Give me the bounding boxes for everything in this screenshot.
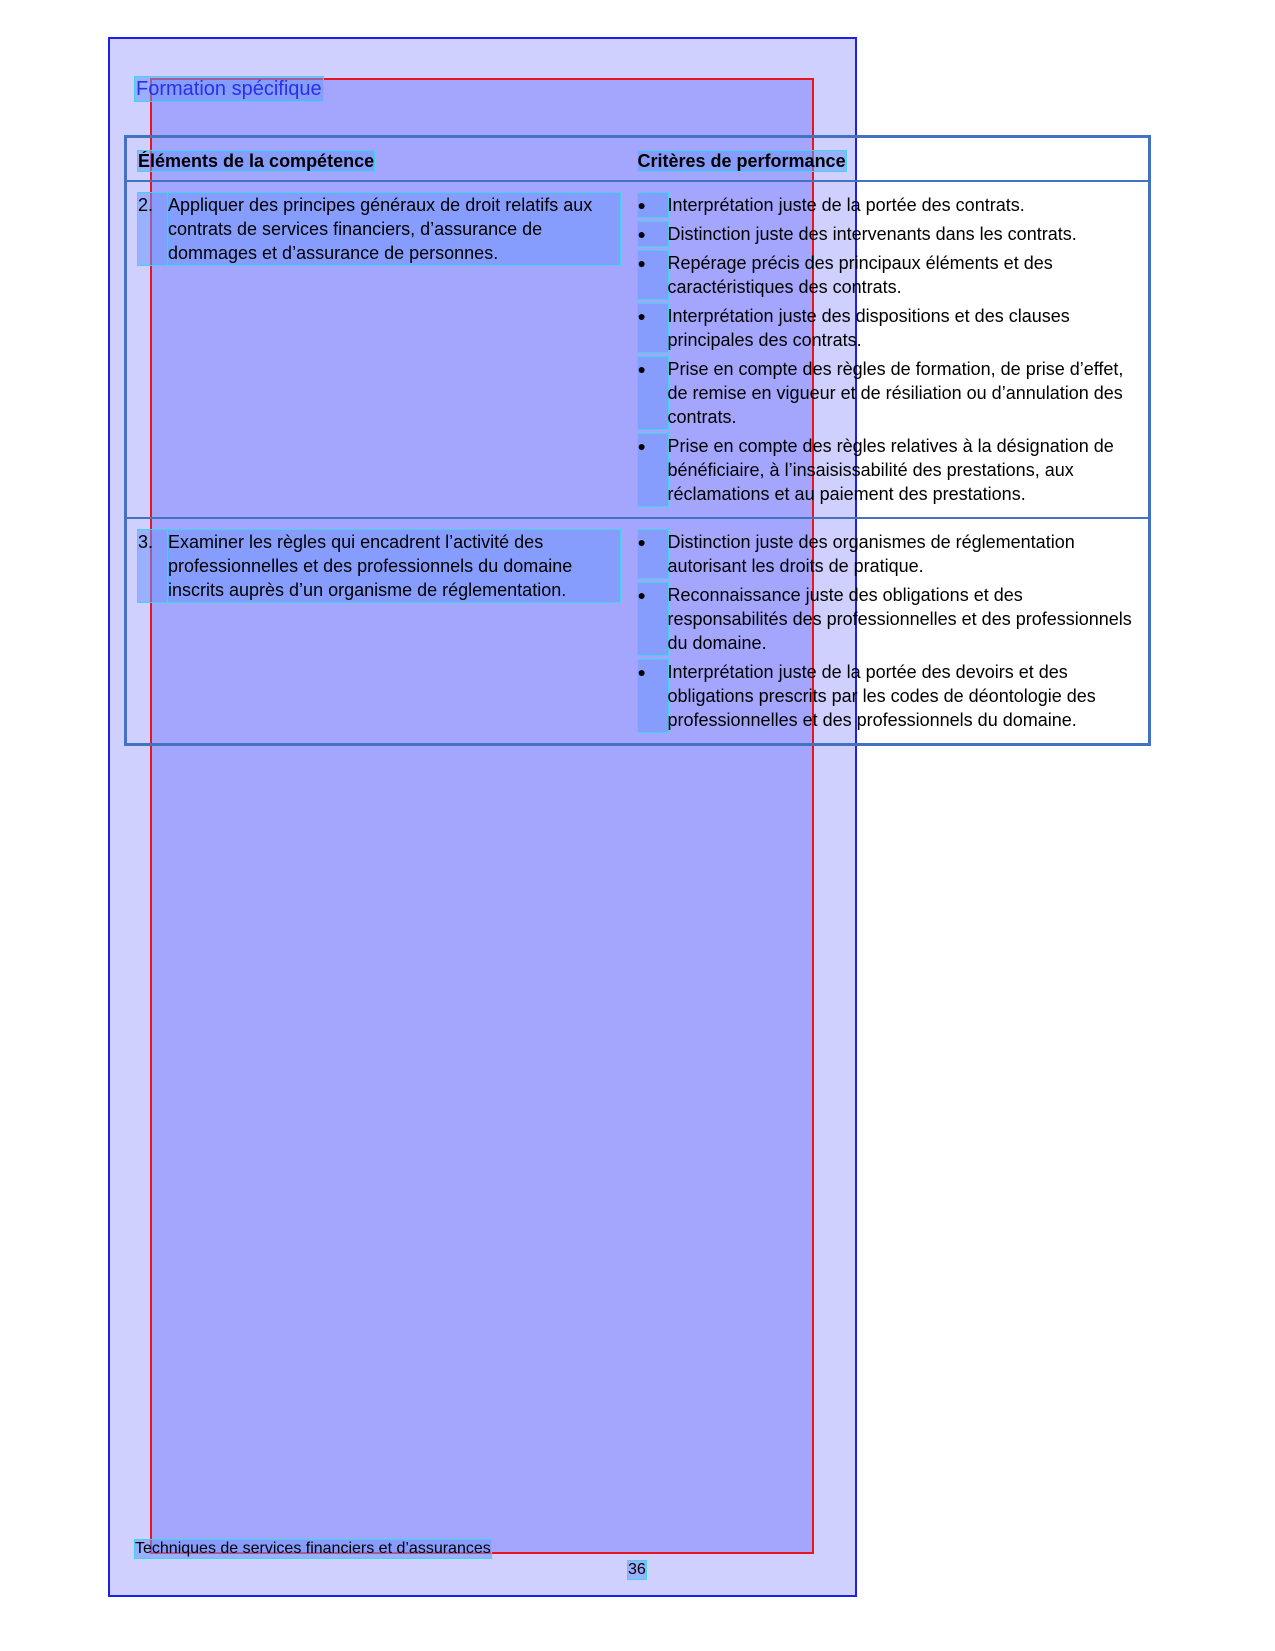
element-text: Examiner les règles qui encadrent l’activité des professionnelles et des professionnels du domaine inscrits auprès d’un organisme de réglementation. — [168, 530, 620, 602]
element-text: Appliquer des principes généraux de droit relatifs aux contrats de services financiers, d’assurance de dommages et d’assurance de personnes. — [168, 193, 620, 265]
table-row — [126, 181, 1150, 518]
list-item — [638, 251, 1149, 299]
criteria-list — [638, 530, 1149, 732]
bullet-icon: ● — [638, 583, 668, 655]
element-number: 2. — [138, 193, 168, 265]
bullet-icon: ● — [638, 222, 668, 246]
list-item — [638, 530, 1149, 578]
page-number: 36 — [628, 1561, 646, 1578]
column-header-criteria: Critères de performance — [638, 137, 1150, 181]
table-header-row — [126, 137, 1150, 181]
footer-program-title: Techniques de services financiers et d’assurances — [135, 1540, 491, 1557]
criterion-text: Prise en compte des règles de formation, de prise d’effet, de remise en vigueur et de résiliation ou d’annulation des contrats. — [667, 358, 1124, 427]
criterion-text: Distinction juste des organismes de réglementation autorisant les droits de pratique. — [667, 531, 1075, 576]
bullet-icon: ● — [638, 660, 668, 732]
list-item — [638, 222, 1149, 246]
criterion-text: Repérage précis des principaux éléments et des caractéristiques des contrats. — [667, 252, 1053, 297]
list-item — [638, 583, 1149, 655]
section-title: Formation spécifique — [136, 78, 322, 100]
list-item — [638, 434, 1149, 506]
criterion-text: Prise en compte des règles relatives à la désignation de bénéficiaire, à l’insaisissabilité des prestations, aux réclamations et au paiement des prestations. — [667, 435, 1114, 504]
criterion-text: Distinction juste des intervenants dans les contrats. — [667, 223, 1077, 244]
criterion-text: Interprétation juste des dispositions et des clauses principales des contrats. — [667, 305, 1070, 350]
criterion-text: Reconnaissance juste des obligations et des responsabilités des professionnelles et des professionnels du domaine. — [667, 584, 1132, 653]
list-item — [638, 193, 1149, 217]
element-cell — [126, 181, 638, 518]
criterion-text: Interprétation juste de la portée des devoirs et des obligations prescrits par les codes de déontologie des professionnelles et des professionnels du domaine. — [667, 661, 1096, 730]
bullet-icon: ● — [638, 434, 668, 506]
bullet-icon: ● — [638, 357, 668, 429]
criteria-list — [638, 193, 1149, 506]
element-number: 3. — [138, 530, 168, 602]
bullet-icon: ● — [638, 304, 668, 352]
criteria-cell — [638, 518, 1150, 745]
competence-table — [124, 135, 1151, 746]
list-item — [638, 660, 1149, 732]
criterion-text: Interprétation juste de la portée des contrats. — [667, 194, 1025, 215]
column-header-elements: Éléments de la compétence — [126, 137, 638, 181]
list-item — [638, 357, 1149, 429]
bullet-icon: ● — [638, 251, 668, 299]
criteria-cell — [638, 181, 1150, 518]
table-row — [126, 518, 1150, 745]
bullet-icon: ● — [638, 193, 668, 217]
element-cell — [126, 518, 638, 745]
bullet-icon: ● — [638, 530, 668, 578]
list-item — [638, 304, 1149, 352]
